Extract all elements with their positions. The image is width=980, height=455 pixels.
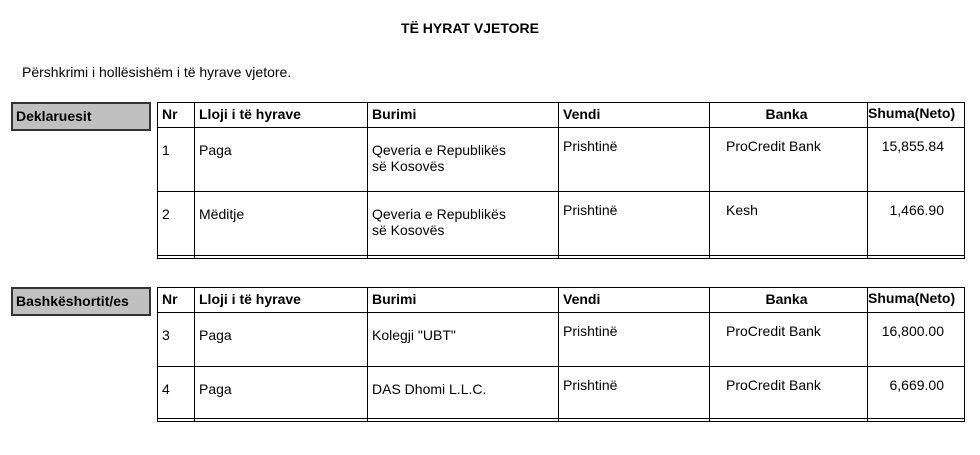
spacer-cell xyxy=(158,419,195,422)
spacer-cell xyxy=(368,419,559,422)
header-row xyxy=(158,288,965,313)
spacer-cell xyxy=(368,256,559,259)
spacer-cell xyxy=(868,419,965,422)
header-row xyxy=(158,103,965,128)
column-header: Burimi xyxy=(368,288,559,313)
table-row xyxy=(158,192,965,256)
column-header: Nr xyxy=(158,103,195,128)
table-row xyxy=(158,313,965,367)
table-cell: Qeveria e Republikës së Kosovës xyxy=(368,128,559,192)
table-cell: Paga xyxy=(195,313,368,367)
spacer-cell xyxy=(710,419,868,422)
table-cell: DAS Dhomi L.L.C. xyxy=(368,367,559,419)
column-header: Burimi xyxy=(368,103,559,128)
table-cell: Paga xyxy=(195,367,368,419)
table-cell: Prishtinë xyxy=(559,313,710,367)
table-cell: ProCredit Bank xyxy=(710,367,868,419)
spacer-cell xyxy=(195,419,368,422)
section-label: Deklaruesit xyxy=(11,102,151,131)
table-cell: Prishtinë xyxy=(559,367,710,419)
column-header: Vendi xyxy=(559,288,710,313)
table-cell: Kolegji "UBT" xyxy=(368,313,559,367)
column-header: Shuma(Neto) xyxy=(868,288,965,313)
table-cell: 6,669.00 xyxy=(868,367,965,419)
table-cell: 15,855.84 xyxy=(868,128,965,192)
table-cell: Mëditje xyxy=(195,192,368,256)
table-row xyxy=(158,128,965,192)
column-header: Banka xyxy=(710,288,868,313)
table-cell: ProCredit Bank xyxy=(710,128,868,192)
spacer-cell xyxy=(868,256,965,259)
table-cell: Prishtinë xyxy=(559,192,710,256)
page-title: TË HYRAT VJETORE xyxy=(401,20,539,36)
column-header: Lloji i të hyrave xyxy=(195,288,368,313)
column-header: Vendi xyxy=(559,103,710,128)
section-label: Bashkëshortit/es xyxy=(11,287,151,316)
column-header: Shuma(Neto) xyxy=(868,103,965,128)
table-cell: ProCredit Bank xyxy=(710,313,868,367)
table-cell: 2 xyxy=(158,192,195,256)
table-row xyxy=(158,367,965,419)
income-table xyxy=(157,287,965,422)
table-cell: Paga xyxy=(195,128,368,192)
table-cell: 4 xyxy=(158,367,195,419)
table-cell: Qeveria e Republikës së Kosovës xyxy=(368,192,559,256)
column-header: Banka xyxy=(710,103,868,128)
table-cell: Prishtinë xyxy=(559,128,710,192)
spacer-cell xyxy=(559,419,710,422)
spacer-cell xyxy=(158,256,195,259)
table-cell: 1 xyxy=(158,128,195,192)
spacer-row xyxy=(158,419,965,422)
description: Përshkrimi i hollësishëm i të hyrave vjetore. xyxy=(22,64,292,80)
table-cell: 3 xyxy=(158,313,195,367)
column-header: Lloji i të hyrave xyxy=(195,103,368,128)
table-cell: 16,800.00 xyxy=(868,313,965,367)
spacer-cell xyxy=(195,256,368,259)
income-table xyxy=(157,102,965,259)
table-cell: 1,466.90 xyxy=(868,192,965,256)
spacer-row xyxy=(158,256,965,259)
spacer-cell xyxy=(559,256,710,259)
spacer-cell xyxy=(710,256,868,259)
column-header: Nr xyxy=(158,288,195,313)
table-cell: Kesh xyxy=(710,192,868,256)
